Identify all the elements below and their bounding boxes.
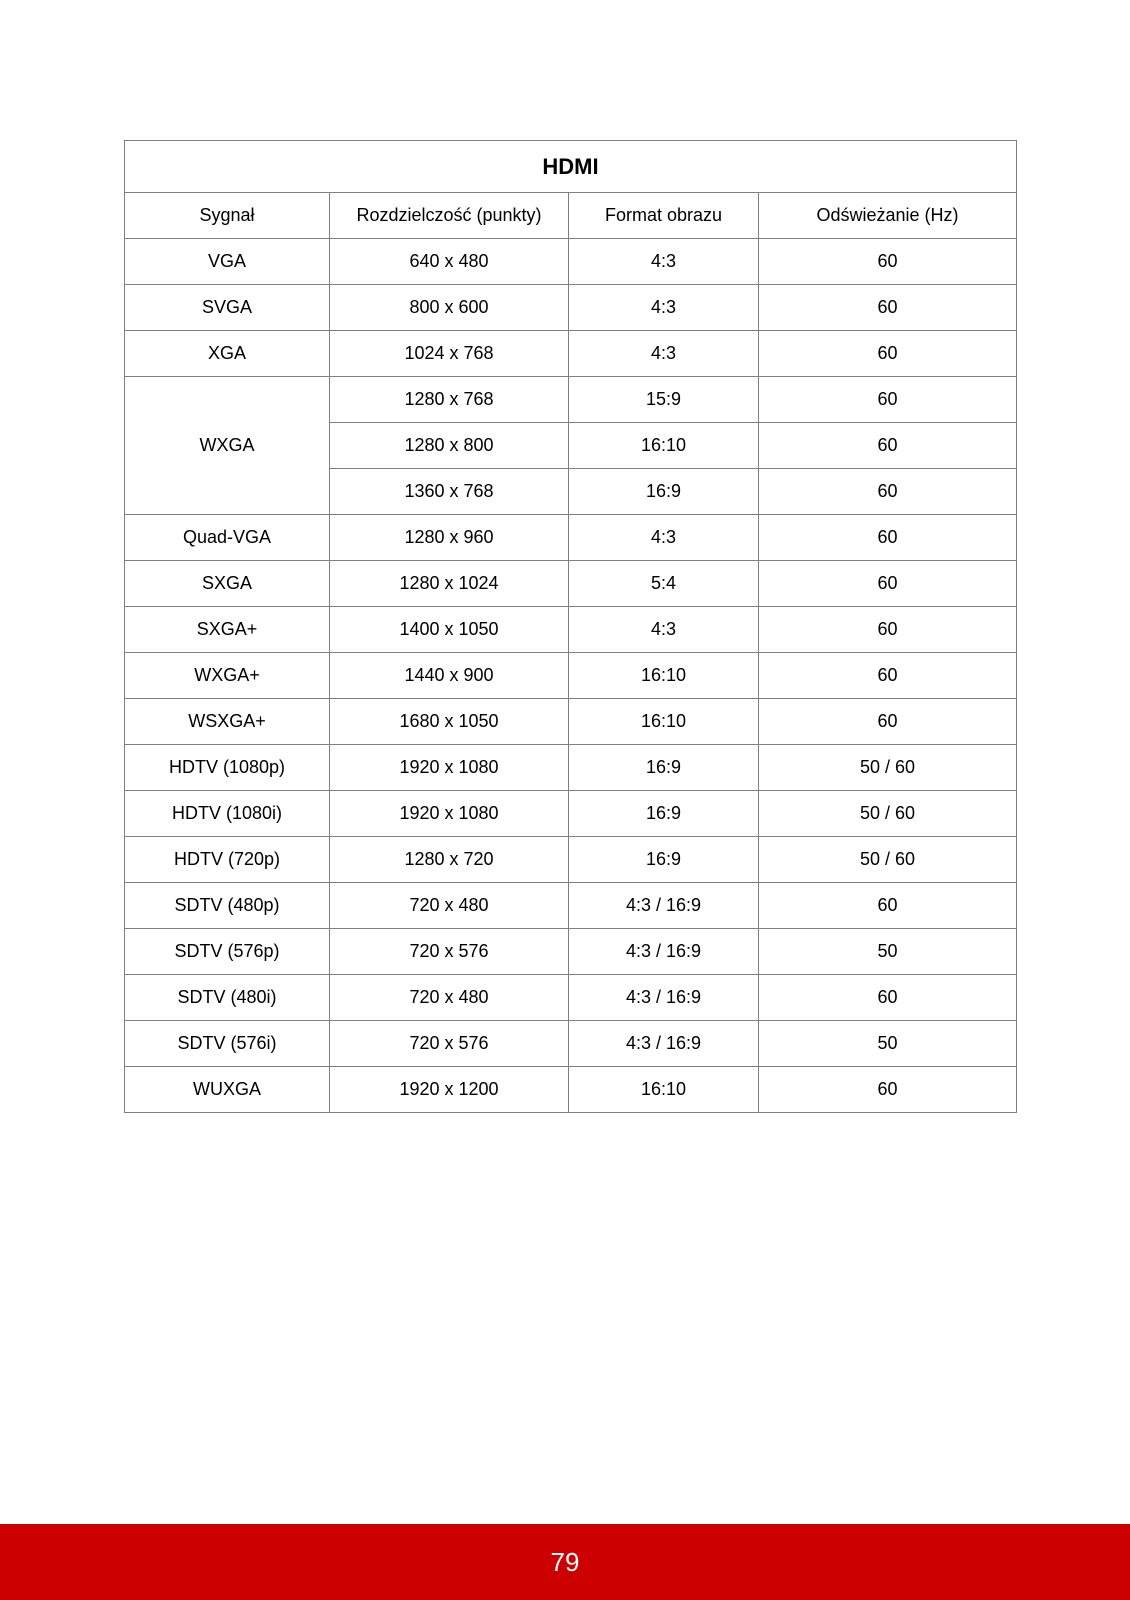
cell-resolution: 1280 x 800 xyxy=(330,423,569,469)
table-title: HDMI xyxy=(125,141,1017,193)
header-signal: Sygnał xyxy=(125,193,330,239)
table-row xyxy=(125,653,1017,699)
cell-resolution: 1920 x 1080 xyxy=(330,791,569,837)
cell-refresh-rate: 60 xyxy=(759,607,1017,653)
cell-aspect-ratio: 16:9 xyxy=(569,745,759,791)
cell-signal: HDTV (1080p) xyxy=(125,745,330,791)
table-row xyxy=(125,607,1017,653)
cell-refresh-rate: 60 xyxy=(759,377,1017,423)
cell-aspect-ratio: 16:10 xyxy=(569,699,759,745)
cell-resolution: 1680 x 1050 xyxy=(330,699,569,745)
cell-aspect-ratio: 4:3 xyxy=(569,285,759,331)
cell-aspect-ratio: 4:3 / 16:9 xyxy=(569,1021,759,1067)
cell-refresh-rate: 60 xyxy=(759,469,1017,515)
cell-refresh-rate: 60 xyxy=(759,653,1017,699)
cell-aspect-ratio: 4:3 xyxy=(569,515,759,561)
cell-aspect-ratio: 5:4 xyxy=(569,561,759,607)
cell-refresh-rate: 60 xyxy=(759,699,1017,745)
header-resolution: Rozdzielczość (punkty) xyxy=(330,193,569,239)
cell-resolution: 1280 x 720 xyxy=(330,837,569,883)
cell-aspect-ratio: 4:3 xyxy=(569,331,759,377)
table-row xyxy=(125,239,1017,285)
cell-signal: VGA xyxy=(125,239,330,285)
cell-resolution: 1920 x 1200 xyxy=(330,1067,569,1113)
table-row xyxy=(125,331,1017,377)
cell-signal: XGA xyxy=(125,331,330,377)
cell-refresh-rate: 50 / 60 xyxy=(759,745,1017,791)
cell-aspect-ratio: 4:3 xyxy=(569,239,759,285)
page-footer xyxy=(0,1524,1130,1600)
cell-refresh-rate: 60 xyxy=(759,883,1017,929)
cell-refresh-rate: 50 xyxy=(759,929,1017,975)
table-title-row xyxy=(125,141,1017,193)
cell-signal: SDTV (576i) xyxy=(125,1021,330,1067)
table-row xyxy=(125,285,1017,331)
cell-resolution: 1280 x 1024 xyxy=(330,561,569,607)
cell-refresh-rate: 60 xyxy=(759,515,1017,561)
cell-signal: WXGA+ xyxy=(125,653,330,699)
table-row xyxy=(125,883,1017,929)
cell-resolution: 720 x 480 xyxy=(330,883,569,929)
cell-refresh-rate: 60 xyxy=(759,239,1017,285)
cell-signal: SXGA xyxy=(125,561,330,607)
cell-resolution: 720 x 576 xyxy=(330,929,569,975)
cell-resolution: 1440 x 900 xyxy=(330,653,569,699)
table-row xyxy=(125,699,1017,745)
cell-signal: Quad-VGA xyxy=(125,515,330,561)
cell-signal: SVGA xyxy=(125,285,330,331)
table-row xyxy=(125,837,1017,883)
cell-refresh-rate: 60 xyxy=(759,561,1017,607)
cell-signal: WXGA xyxy=(125,377,330,515)
cell-signal: WUXGA xyxy=(125,1067,330,1113)
cell-resolution: 1280 x 768 xyxy=(330,377,569,423)
cell-signal: WSXGA+ xyxy=(125,699,330,745)
cell-refresh-rate: 60 xyxy=(759,975,1017,1021)
cell-aspect-ratio: 16:10 xyxy=(569,1067,759,1113)
header-refresh-rate: Odświeżanie (Hz) xyxy=(759,193,1017,239)
table-row xyxy=(125,1067,1017,1113)
cell-refresh-rate: 50 xyxy=(759,1021,1017,1067)
cell-refresh-rate: 50 / 60 xyxy=(759,837,1017,883)
cell-resolution: 1024 x 768 xyxy=(330,331,569,377)
cell-aspect-ratio: 4:3 / 16:9 xyxy=(569,883,759,929)
cell-signal: HDTV (1080i) xyxy=(125,791,330,837)
cell-aspect-ratio: 16:9 xyxy=(569,791,759,837)
header-aspect-ratio: Format obrazu xyxy=(569,193,759,239)
table-row xyxy=(125,929,1017,975)
table-row xyxy=(125,975,1017,1021)
cell-resolution: 1360 x 768 xyxy=(330,469,569,515)
cell-signal: SXGA+ xyxy=(125,607,330,653)
cell-resolution: 1920 x 1080 xyxy=(330,745,569,791)
cell-resolution: 720 x 576 xyxy=(330,1021,569,1067)
cell-resolution: 1280 x 960 xyxy=(330,515,569,561)
cell-aspect-ratio: 16:9 xyxy=(569,837,759,883)
cell-signal: HDTV (720p) xyxy=(125,837,330,883)
cell-refresh-rate: 60 xyxy=(759,423,1017,469)
table-row xyxy=(125,515,1017,561)
cell-refresh-rate: 50 / 60 xyxy=(759,791,1017,837)
cell-aspect-ratio: 16:10 xyxy=(569,423,759,469)
cell-aspect-ratio: 4:3 xyxy=(569,607,759,653)
hdmi-signal-table xyxy=(124,140,1017,1113)
cell-signal: SDTV (480p) xyxy=(125,883,330,929)
table-row xyxy=(125,377,1017,423)
cell-aspect-ratio: 16:10 xyxy=(569,653,759,699)
cell-aspect-ratio: 4:3 / 16:9 xyxy=(569,929,759,975)
table-row xyxy=(125,1021,1017,1067)
table-row xyxy=(125,791,1017,837)
cell-aspect-ratio: 4:3 / 16:9 xyxy=(569,975,759,1021)
cell-resolution: 640 x 480 xyxy=(330,239,569,285)
cell-signal: SDTV (576p) xyxy=(125,929,330,975)
cell-refresh-rate: 60 xyxy=(759,285,1017,331)
table-row xyxy=(125,745,1017,791)
table-row xyxy=(125,561,1017,607)
cell-refresh-rate: 60 xyxy=(759,1067,1017,1113)
cell-refresh-rate: 60 xyxy=(759,331,1017,377)
cell-resolution: 800 x 600 xyxy=(330,285,569,331)
page-number: 79 xyxy=(550,1546,580,1577)
table-header-row xyxy=(125,193,1017,239)
cell-aspect-ratio: 15:9 xyxy=(569,377,759,423)
cell-signal: SDTV (480i) xyxy=(125,975,330,1021)
cell-resolution: 720 x 480 xyxy=(330,975,569,1021)
cell-resolution: 1400 x 1050 xyxy=(330,607,569,653)
cell-aspect-ratio: 16:9 xyxy=(569,469,759,515)
